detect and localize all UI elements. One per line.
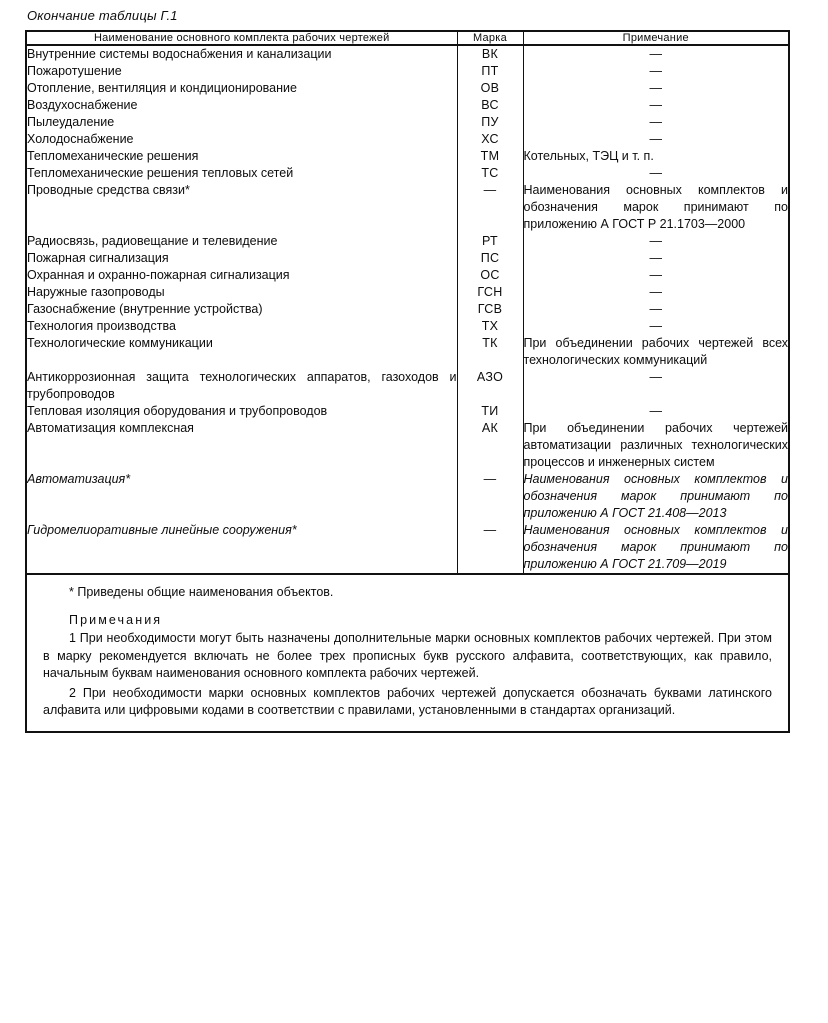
cell-name: Газоснабжение (внутренние устройства): [27, 301, 457, 318]
table-row: [27, 80, 788, 97]
cell-mark: АЗО: [457, 369, 523, 403]
table-row: [27, 403, 788, 420]
table-row: [27, 45, 788, 63]
table-row: [27, 335, 788, 369]
cell-name: Наружные газопроводы: [27, 284, 457, 301]
table-row: [27, 369, 788, 403]
cell-note: При объединении рабочих чертежей автоматизации различных технологических процессов и инженерных систем: [523, 421, 788, 469]
cell-name: Проводные средства связи*: [27, 182, 457, 233]
cell-note: —: [523, 131, 788, 148]
table-row: [27, 148, 788, 165]
table-row: [27, 318, 788, 335]
table-caption: Окончание таблицы Г.1: [27, 8, 178, 23]
cell-name: Технология производства: [27, 318, 457, 335]
cell-note: —: [523, 301, 788, 318]
table-row: [27, 267, 788, 284]
column-header-note: Примечание: [523, 32, 788, 45]
cell-note: Наименования основных комплектов и обозначения марок принимают по приложению А ГОСТ 21.408—2013: [523, 472, 788, 520]
cell-note: —: [523, 267, 788, 284]
cell-note: Котельных, ТЭЦ и т. п.: [523, 148, 788, 165]
note-item: 2 При необходимости марки основных комплектов рабочих чертежей допускается обозначать буквами латинского алфавита или цифровыми кодами в соответствии с правилами, установленными в стандартах организаций.: [43, 685, 772, 717]
table-row: [27, 182, 788, 233]
table-header: [27, 32, 788, 45]
cell-name: Автоматизация комплексная: [27, 420, 457, 471]
cell-mark: ГСВ: [457, 301, 523, 318]
cell-note: —: [523, 250, 788, 267]
cell-note: —: [523, 318, 788, 335]
table-row: [27, 63, 788, 80]
table-row: [27, 284, 788, 301]
cell-note: —: [523, 284, 788, 301]
cell-name: Технологические коммуникации: [27, 335, 457, 369]
cell-mark: —: [457, 471, 523, 522]
cell-name: Отопление, вентиляция и кондиционирование: [27, 80, 457, 97]
cell-note: —: [523, 165, 788, 182]
cell-note: —: [523, 233, 788, 250]
cell-note: —: [523, 45, 788, 63]
cell-note: —: [523, 97, 788, 114]
note-item: 1 При необходимости могут быть назначены дополнительные марки основных комплектов рабочих чертежей. При этом в марку рекомендуется включать не более трех прописных букв русского алфавита, соответствующих, как правило, начальным буквам наименования основного комплекта рабочих чертежей.: [43, 631, 772, 680]
cell-mark: —: [457, 522, 523, 573]
column-header-name: Наименование основного комплекта рабочих чертежей: [27, 32, 457, 45]
table-row: [27, 471, 788, 522]
cell-mark: ОВ: [457, 80, 523, 97]
cell-note: Наименования основных комплектов и обозначения марок принимают по приложению А ГОСТ Р 21.1703—2000: [523, 183, 788, 231]
cell-mark: ПУ: [457, 114, 523, 131]
table-row: [27, 301, 788, 318]
cell-note: При объединении рабочих чертежей всех технологических коммуникаций: [523, 336, 788, 367]
cell-mark: ТМ: [457, 148, 523, 165]
cell-name: Тепломеханические решения: [27, 148, 457, 165]
notes-heading: Примечания: [69, 612, 163, 627]
table-header-row: [27, 32, 788, 45]
cell-name: Автоматизация*: [27, 471, 457, 522]
cell-note: —: [523, 63, 788, 80]
cell-mark: ВС: [457, 97, 523, 114]
cell-mark: ХС: [457, 131, 523, 148]
cell-name: Охранная и охранно-пожарная сигнализация: [27, 267, 457, 284]
cell-note: —: [523, 369, 788, 403]
table-row: [27, 114, 788, 131]
table-row: [27, 165, 788, 182]
standard-marks-table: [27, 32, 788, 573]
table-body: [27, 45, 788, 573]
cell-note: Наименования основных комплектов и обозначения марок принимают по приложению А ГОСТ 21.709—2019: [523, 523, 788, 571]
table-row: [27, 233, 788, 250]
cell-name: Внутренние системы водоснабжения и канализации: [27, 45, 457, 63]
cell-mark: АК: [457, 420, 523, 471]
table-frame: [25, 30, 790, 733]
cell-note: —: [523, 80, 788, 97]
cell-name: Холодоснабжение: [27, 131, 457, 148]
cell-mark: ТХ: [457, 318, 523, 335]
cell-note: —: [523, 403, 788, 420]
cell-mark: ТС: [457, 165, 523, 182]
cell-mark: ГСН: [457, 284, 523, 301]
table-notes-block: [27, 573, 788, 731]
table-row: [27, 131, 788, 148]
cell-mark: ТИ: [457, 403, 523, 420]
cell-name: Тепломеханические решения тепловых сетей: [27, 165, 457, 182]
table-row: [27, 250, 788, 267]
cell-mark: ТК: [457, 335, 523, 369]
cell-name: Радиосвязь, радиовещание и телевидение: [27, 233, 457, 250]
cell-mark: —: [457, 182, 523, 233]
cell-mark: РТ: [457, 233, 523, 250]
table-row: [27, 97, 788, 114]
cell-name: Пожарная сигнализация: [27, 250, 457, 267]
cell-note: —: [523, 114, 788, 131]
cell-name: Пожаротушение: [27, 63, 457, 80]
column-header-mark: Марка: [457, 32, 523, 45]
cell-name: Воздухоснабжение: [27, 97, 457, 114]
cell-name: Пылеудаление: [27, 114, 457, 131]
table-footnote: * Приведены общие наименования объектов.: [69, 585, 334, 599]
cell-mark: ОС: [457, 267, 523, 284]
cell-mark: ПТ: [457, 63, 523, 80]
table-row: [27, 420, 788, 471]
cell-name: Антикоррозионная защита технологических аппаратов, газоходов и трубопроводов: [27, 370, 457, 401]
cell-mark: ВК: [457, 45, 523, 63]
cell-name: Тепловая изоляция оборудования и трубопроводов: [27, 403, 457, 420]
cell-name: Гидромелиоративные линейные сооружения*: [27, 522, 457, 573]
cell-mark: ПС: [457, 250, 523, 267]
table-row: [27, 522, 788, 573]
